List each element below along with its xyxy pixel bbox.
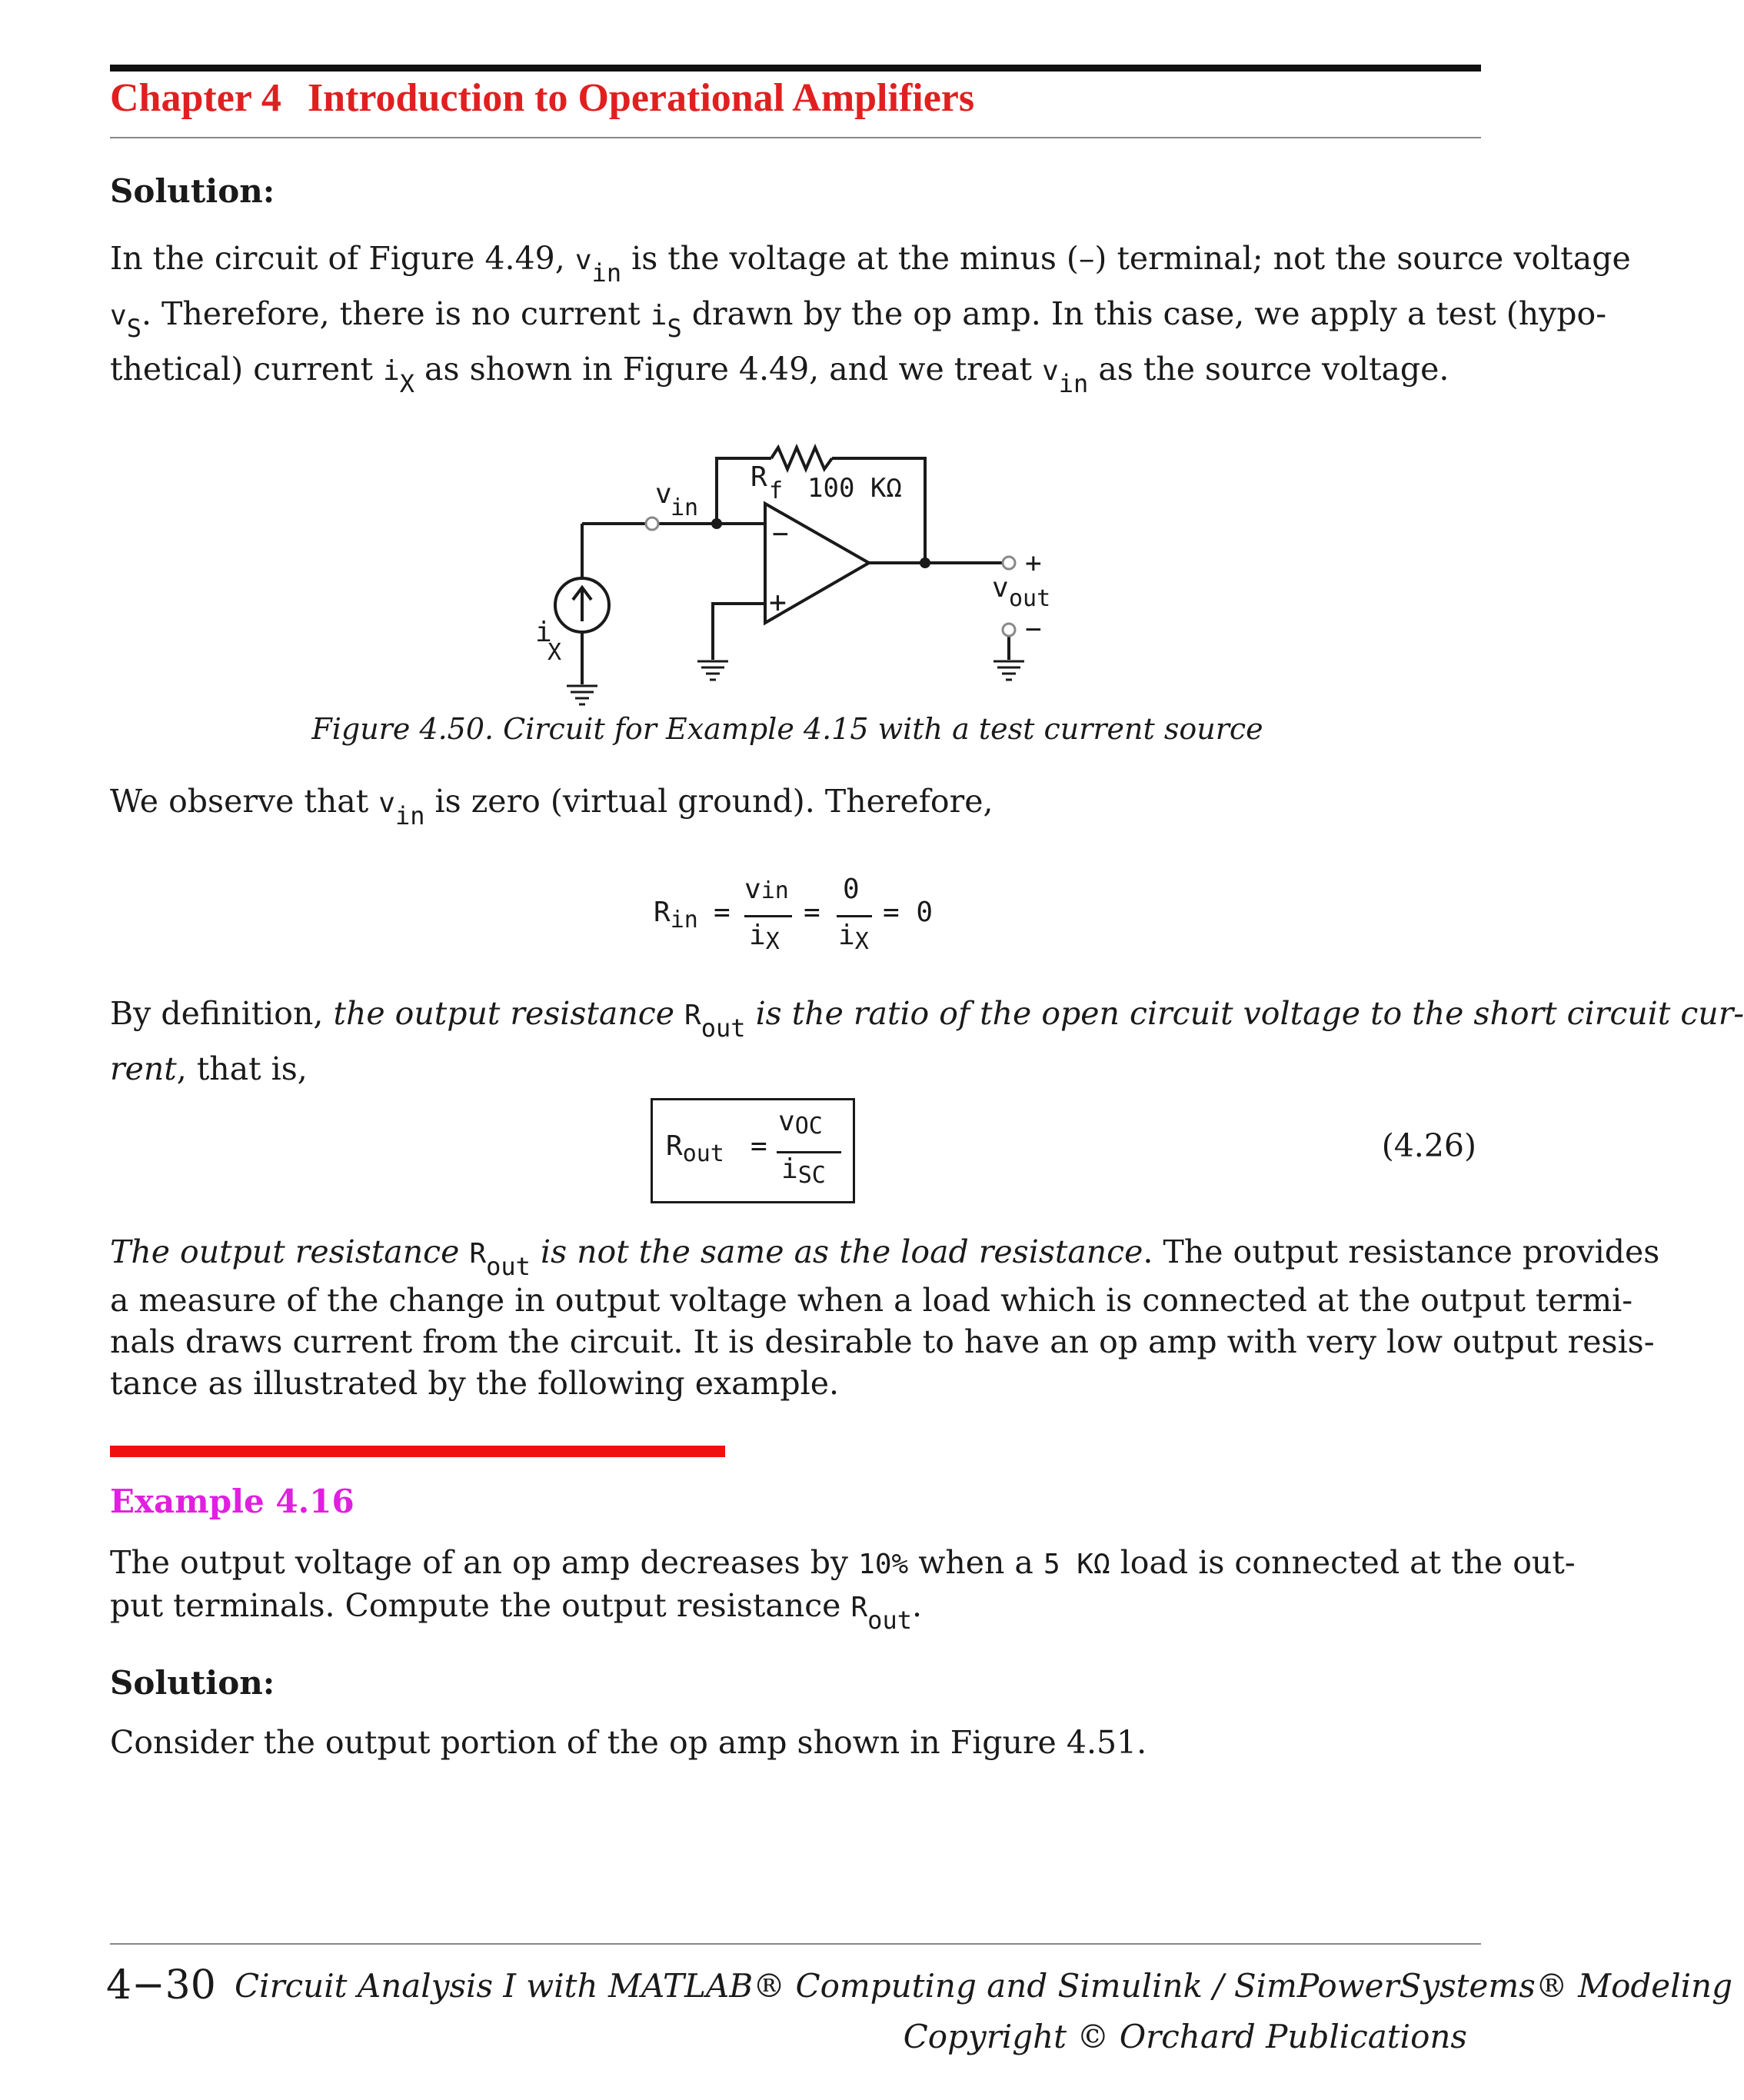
vout-label: v [992, 572, 1009, 604]
vin-terminal [646, 518, 658, 530]
vout-plus-label: + [1025, 547, 1042, 579]
rf-resistor [771, 448, 832, 469]
rf-sub: f [769, 478, 784, 504]
rin-num2: 0 [843, 874, 860, 905]
rin-den2: iX [838, 920, 869, 955]
rf-label: R [751, 461, 767, 493]
figure-caption: Figure 4.50. Circuit for Example 4.15 with a test current source [311, 712, 1263, 746]
vout-minus-terminal [1003, 624, 1015, 636]
rin-eq1: = [714, 897, 731, 928]
plus-input-wire [713, 604, 765, 660]
vout-minus-label: − [1025, 614, 1042, 645]
rout-lhs: $R_{out}$ [666, 1130, 724, 1167]
circuit-diagram [0, 431, 1575, 707]
chapter-title: Introduction to Operational Amplifiers [307, 76, 975, 120]
output-paragraph [110, 1224, 1660, 1404]
rin-eq2: = [804, 897, 820, 928]
para-line: In the circuit of Figure 4.49, $v_{in}$ is the voltage at the minus (–) terminal; not the source voltage [110, 240, 1631, 288]
footer-rule [110, 1943, 1481, 1945]
ix-label: i [535, 617, 552, 648]
definition-paragraph [110, 986, 1744, 1097]
example-paragraph [110, 1541, 1576, 1635]
rin-fraction-bar-2 [837, 915, 872, 917]
equation-number: (4.26) [1381, 1127, 1476, 1164]
vout-sub: out [1009, 585, 1051, 612]
rin-lhs: $R_{in}$ [654, 897, 698, 934]
observe-line: We observe that $v_{in}$ is zero (virtual ground). Therefore, [110, 783, 993, 830]
ground-symbol [993, 661, 1024, 680]
solution-heading: Solution: [110, 172, 275, 210]
rin-num1: vin [744, 874, 789, 905]
vin-sub: in [671, 494, 699, 521]
para-line: rent, that is, [110, 1050, 308, 1087]
rin-fraction-bar-1 [744, 915, 792, 917]
chapter-heading [110, 75, 974, 121]
chapter-number: Chapter 4 [110, 76, 281, 120]
minus-label: − [772, 518, 789, 550]
page-number: 4−30 [106, 1962, 216, 2008]
para-line: put terminals. Compute the output resistance $R_{out}$. [110, 1587, 923, 1635]
vin-label: v [655, 478, 672, 510]
ix-sub: X [547, 639, 562, 666]
para-line: $v_S$. Therefore, there is no current $i_S$ drawn by the op amp. In this case, we apply a test (hypo- [110, 295, 1607, 343]
ground-symbol [567, 686, 597, 704]
top-rule [110, 65, 1481, 72]
para-line: The output voltage of an op amp decreases by 10% when a 5 KΩ load is connected at the out- [110, 1544, 1576, 1581]
rf-value: 100 KΩ [807, 473, 902, 504]
para-line: a measure of the change in output voltage when a load which is connected at the output termi- [110, 1282, 1633, 1319]
para-line: nals draws current from the circuit. It is desirable to have an op amp with very low output resis- [110, 1323, 1655, 1360]
para-line: By definition, the output resistance $R_{out}$ is the ratio of the open circuit voltage to the short circuit cur- [110, 995, 1744, 1043]
para-line: The output resistance $R_{out}$ is not the same as the load resistance. The output resistance provides [110, 1233, 1660, 1281]
vout-plus-terminal [1003, 557, 1015, 569]
rout-num: vOC [778, 1106, 823, 1140]
solution-heading-2: Solution: [110, 1664, 275, 1702]
rin-den1: iX [749, 920, 780, 955]
ground-symbol [697, 661, 728, 680]
plus-label: + [769, 585, 787, 619]
example-title: Example 4.16 [110, 1483, 354, 1520]
solution-2-text: Consider the output portion of the op amp shown in Figure 4.51. [110, 1724, 1147, 1761]
junction-dot [920, 557, 930, 568]
para-line: tance as illustrated by the following example. [110, 1365, 840, 1402]
header-rule [110, 137, 1481, 138]
rin-eq3: = 0 [883, 897, 934, 928]
copyright: Copyright © Orchard Publications [903, 2018, 1467, 2055]
para-line: thetical) current $i_X$ as shown in Figure 4.49, and we treat $v_{in}$ as the source voltage. [110, 351, 1449, 398]
example-divider [110, 1446, 725, 1457]
rout-den: iSC [781, 1153, 826, 1189]
book-title: Circuit Analysis I with MATLAB® Computing and Simulink / SimPowerSystems® Modeling [235, 1967, 1732, 2005]
rout-eq: = [751, 1130, 767, 1162]
solution-paragraph [110, 231, 1631, 398]
junction-dot [711, 518, 722, 529]
